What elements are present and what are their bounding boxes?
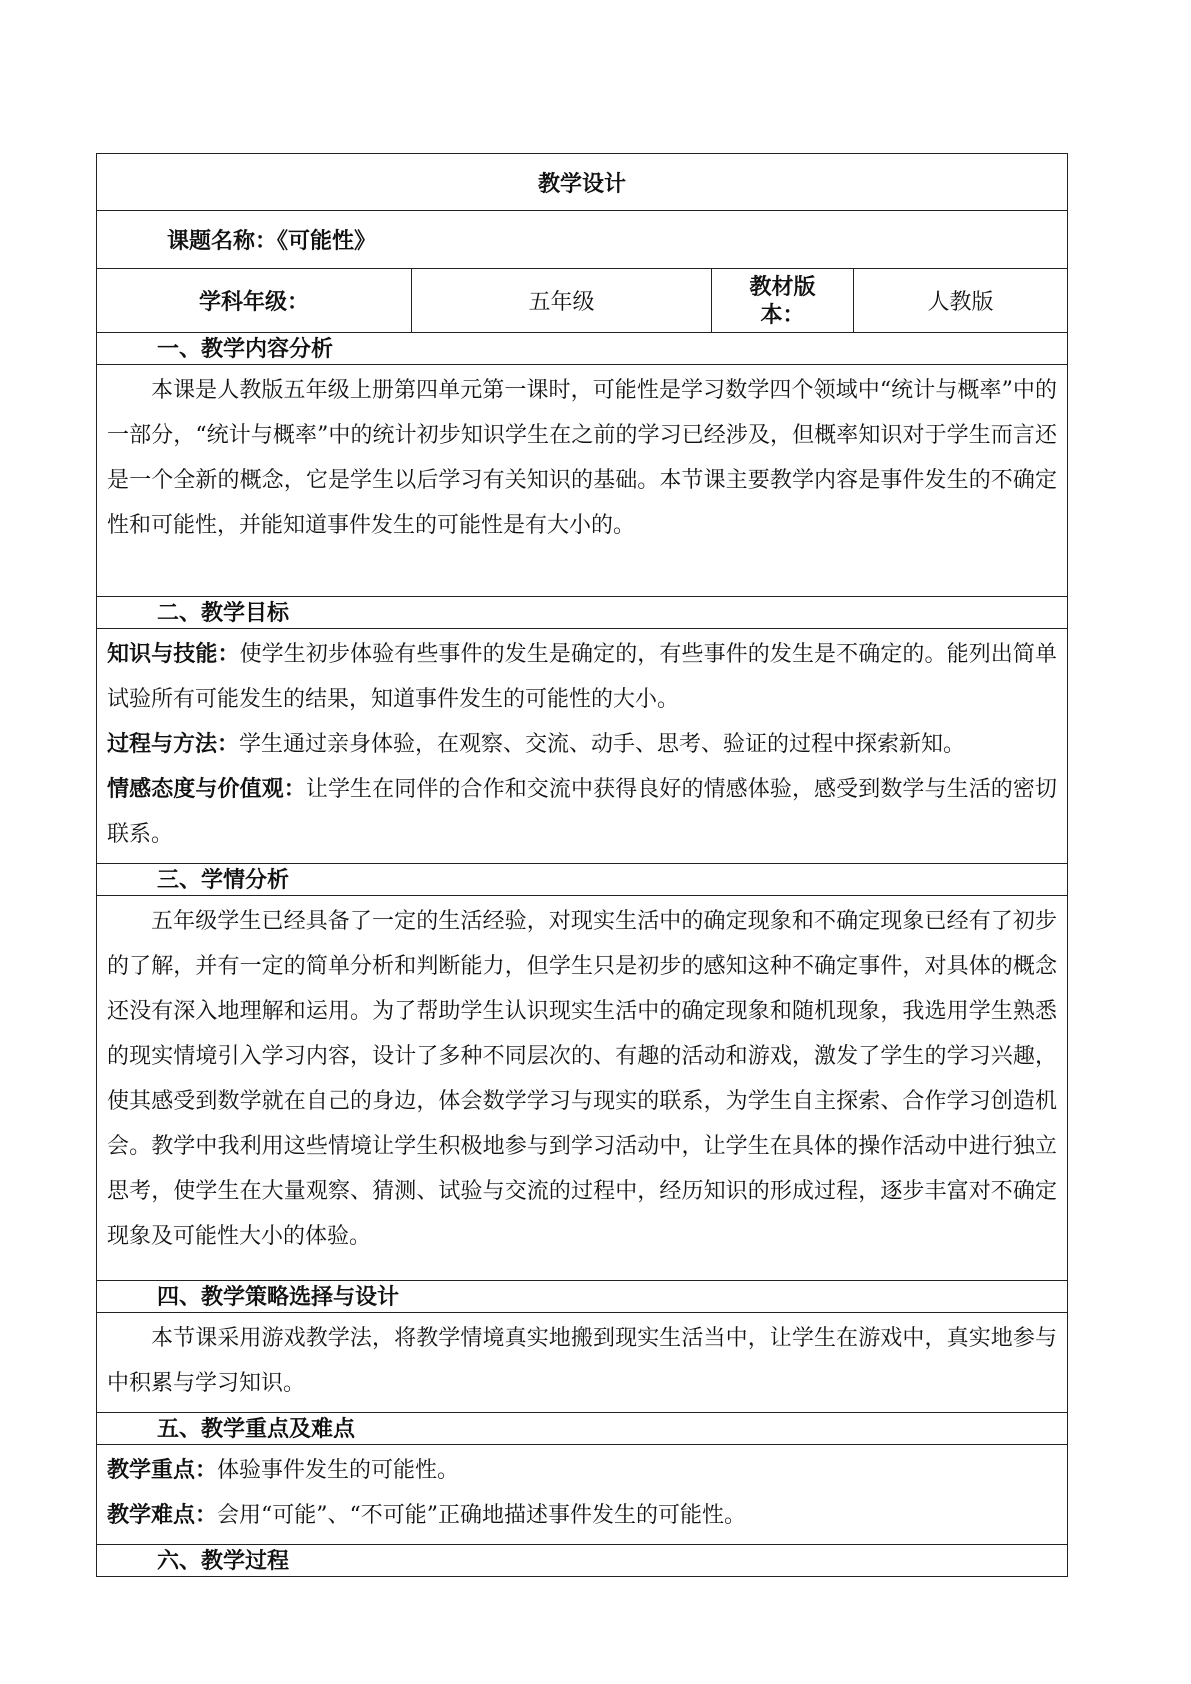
objective-attitude-label: 情感态度与价值观： bbox=[107, 776, 306, 802]
key-point-text: 体验事件发生的可能性。 bbox=[217, 1458, 460, 1483]
section-heading-row bbox=[97, 1545, 1068, 1577]
section-heading-row bbox=[97, 864, 1068, 896]
course-label: 课题名称： bbox=[167, 228, 278, 254]
subject-label: 学科年级： bbox=[97, 269, 412, 333]
section-4-text: 本节课采用游戏教学法，将教学情境真实地搬到现实生活当中，让学生在游戏中，真实地参与中积累与学习知识。 bbox=[107, 1326, 1058, 1396]
objective-process bbox=[107, 722, 1057, 767]
section-heading-row bbox=[97, 333, 1068, 365]
key-point-label: 教学重点： bbox=[107, 1457, 218, 1483]
section-3-text: 五年级学生已经具备了一定的生活经验，对现实生活中的确定现象和不确定现象已经有了初步的了解，并有一定的简单分析和判断能力，但学生只是初步的感知这种不确定事件，对具体的概念还没有深入地理解和运用。为了帮助学生认识现实生活中的确定现象和随机现象，我选用学生熟悉的现实情境引入学习内容，设计了多种不同层次的、有趣的活动和游戏，激发了学生的学习兴趣，使其感受到数学就在自己的身边，体会数学学习与现实的联系，为学生自主探索、合作学习创造机会。教学中我利用这些情境让学生积极地参与到学习活动中，让学生在具体的操作活动中进行独立思考，使学生在大量观察、猜测、试验与交流的过程中，经历知识的形成过程，逐步丰富对不确定现象及可能性大小的体验。 bbox=[107, 909, 1058, 1249]
difficult-point bbox=[107, 1493, 1057, 1538]
difficult-point-label: 教学难点： bbox=[107, 1502, 218, 1528]
lesson-design-table bbox=[96, 153, 1068, 1577]
section-body-row bbox=[97, 1313, 1068, 1413]
section-body-row bbox=[97, 896, 1068, 1281]
course-value: 《可能性》 bbox=[277, 228, 377, 254]
objective-knowledge bbox=[107, 632, 1057, 722]
section-6-heading: 六、教学过程 bbox=[97, 1545, 1068, 1577]
objective-process-label: 过程与方法： bbox=[107, 731, 240, 757]
section-2-body bbox=[97, 629, 1068, 864]
section-heading-row bbox=[97, 597, 1068, 629]
section-3-body bbox=[97, 896, 1068, 1281]
section-3-heading: 三、学情分析 bbox=[97, 864, 1068, 896]
title-row bbox=[97, 154, 1068, 211]
section-heading-row bbox=[97, 1413, 1068, 1445]
info-row bbox=[97, 269, 1068, 333]
objective-knowledge-label: 知识与技能： bbox=[107, 641, 240, 667]
objective-attitude-text: 让学生在同伴的合作和交流中获得良好的情感体验，感受到数学与生活的密切联系。 bbox=[107, 777, 1057, 847]
section-1-body bbox=[97, 365, 1068, 597]
section-4-body bbox=[97, 1313, 1068, 1413]
course-row bbox=[97, 211, 1068, 269]
objective-attitude bbox=[107, 767, 1057, 857]
section-5-heading: 五、教学重点及难点 bbox=[97, 1413, 1068, 1445]
edition-label-line2: 本： bbox=[760, 301, 805, 328]
section-1-heading: 一、教学内容分析 bbox=[97, 333, 1068, 365]
objective-process-text: 学生通过亲身体验，在观察、交流、动手、思考、验证的过程中探索新知。 bbox=[239, 732, 966, 757]
course-name bbox=[97, 211, 1068, 269]
section-body-row bbox=[97, 1445, 1068, 1545]
edition-label-line1: 教材版 bbox=[749, 273, 816, 300]
difficult-point-text: 会用“可能”、“不可能”正确地描述事件发生的可能性。 bbox=[217, 1503, 747, 1528]
document-title: 教学设计 bbox=[97, 154, 1068, 211]
section-2-heading: 二、教学目标 bbox=[97, 597, 1068, 629]
objective-knowledge-text: 使学生初步体验有些事件的发生是确定的，有些事件的发生是不确定的。能列出简单试验所有可能发生的结果，知道事件发生的可能性的大小。 bbox=[107, 642, 1057, 712]
edition-label bbox=[712, 269, 854, 333]
section-1-text: 本课是人教版五年级上册第四单元第一课时，可能性是学习数学四个领域中“统计与概率”中的一部分，“统计与概率”中的统计初步知识学生在之前的学习已经涉及，但概率知识对于学生而言还是一个全新的概念，它是学生以后学习有关知识的基础。本节课主要教学内容是事件发生的不确定性和可能性，并能知道事件发生的可能性是有大小的。 bbox=[107, 378, 1058, 538]
section-body-row bbox=[97, 629, 1068, 864]
section-4-heading: 四、教学策略选择与设计 bbox=[97, 1281, 1068, 1313]
section-heading-row bbox=[97, 1281, 1068, 1313]
edition-value: 人教版 bbox=[854, 269, 1068, 333]
key-point bbox=[107, 1448, 1057, 1493]
subject-value: 五年级 bbox=[412, 269, 712, 333]
section-5-body bbox=[97, 1445, 1068, 1545]
section-body-row bbox=[97, 365, 1068, 597]
